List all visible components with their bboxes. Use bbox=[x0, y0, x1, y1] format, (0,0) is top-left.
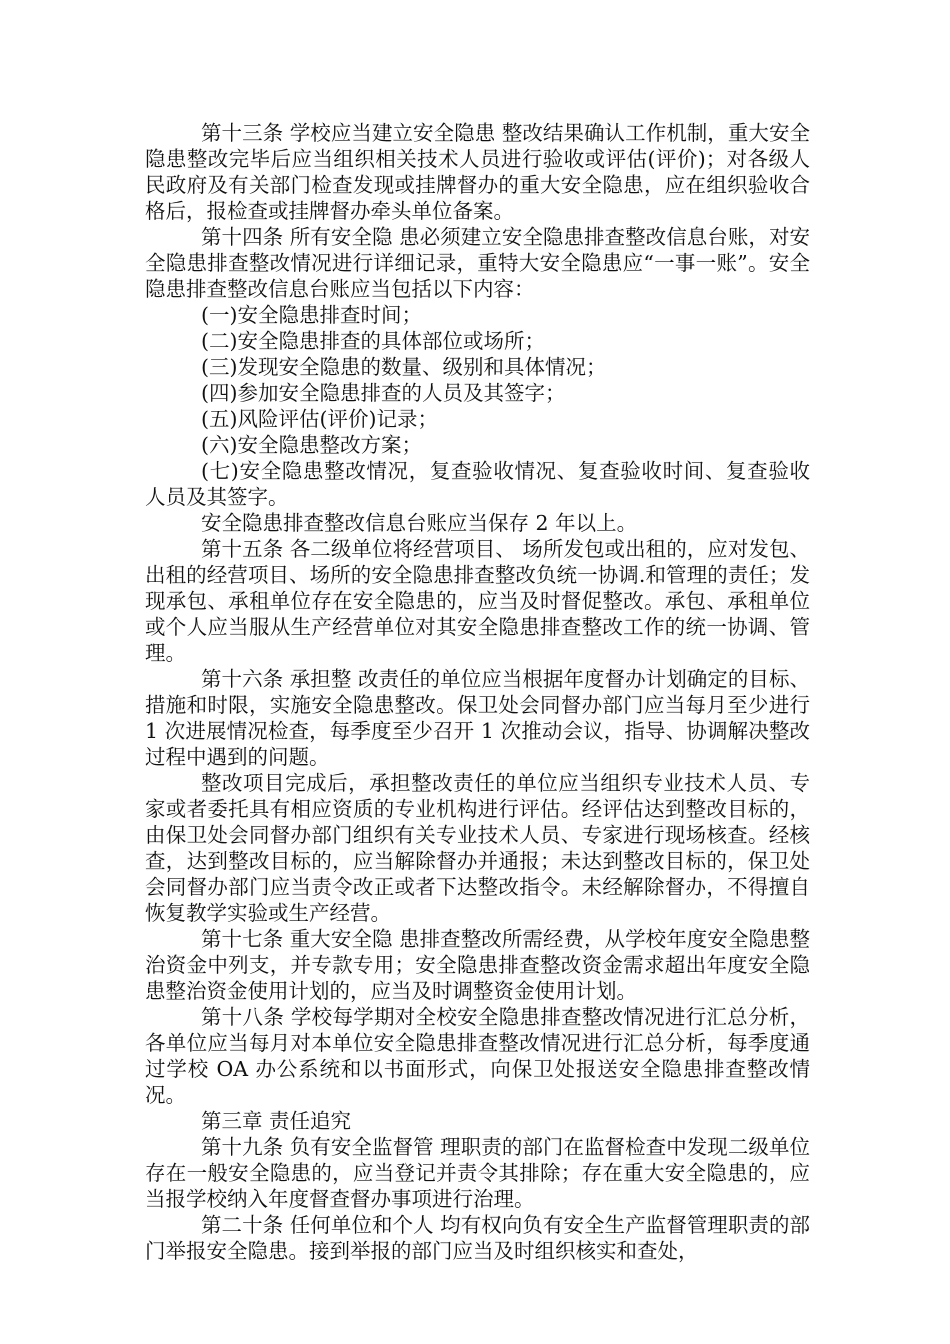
paragraph-retention: 安全隐患排查整改信息台账应当保存 2 年以上。 bbox=[201, 511, 638, 535]
list-item-2: (二)安全隐患排查的具体部位或场所； bbox=[201, 329, 545, 353]
paragraph-article-13: 第十三条 学校应当建立安全隐患 整改结果确认工作机制，重大安全隐患整改完毕后应当组织相关技术人员进行验收或评估(评价)；对各级人民政府及有关部门检查发现或挂牌督办的重大安全隐患，应在组织验收合格后，报检查或挂牌督办牵头单位备案。 bbox=[145, 121, 810, 223]
paragraph-article-19: 第十九条 负有安全监督管 理职责的部门在监督检查中发现二级单位存在一般安全隐患的，应当登记并责令其排除；存在重大安全隐患的，应当报学校纳入年度督查督办事项进行治理。 bbox=[145, 1135, 810, 1211]
list-item-4: (四)参加安全隐患排查的人员及其签字； bbox=[201, 381, 566, 405]
paragraph-article-16: 第十六条 承担整 改责任的单位应当根据年度督办计划确定的目标、措施和时限，实施安全隐患整改。保卫处会同督办部门应当每月至少进行 1 次进展情况检查，每季度至少召开 1 次推动会议，指导、协调解决整改过程中遇到的问题。 bbox=[145, 667, 817, 769]
paragraph-article-20: 第二十条 任何单位和个人 均有权向负有安全生产监督管理职责的部门举报安全隐患。接到举报的部门应当及时组织核实和查处， bbox=[145, 1213, 810, 1263]
paragraph-article-15: 第十五条 各二级单位将经营项目、 场所发包或出租的，应对发包、出租的经营项目、场所的安全隐患排查整改负统一协调.和管理的责任；发现承包、承租单位存在安全隐患的，应当及时督促整改。承包、承租单位或个人应当服从生产经营单位对其安全隐患排查整改工作的统一协调、管理。 bbox=[145, 537, 810, 665]
document-body bbox=[145, 120, 817, 1264]
paragraph-article-17: 第十七条 重大安全隐 患排查整改所需经费，从学校年度安全隐患整治资金中列支，并专款专用；安全隐患排查整改资金需求超出年度安全隐患整治资金使用计划的，应当及时调整资金使用计划。 bbox=[145, 927, 810, 1003]
paragraph-article-14: 第十四条 所有安全隐 患必须建立安全隐患排查整改信息台账，对安全隐患排查整改情况进行详细记录，重特大安全隐患应“一事一账”。安全隐患排查整改信息台账应当包括以下内容： bbox=[145, 225, 810, 301]
chapter-heading: 第三章 责任追究 bbox=[201, 1109, 352, 1133]
list-item-3: (三)发现安全隐患的数量、级别和具体情况； bbox=[201, 355, 607, 379]
list-item-1: (一)安全隐患排查时间； bbox=[201, 303, 422, 327]
paragraph-completion: 整改项目完成后，承担整改责任的单位应当组织专业技术人员、专家或者委托具有相应资质的专业机构进行评估。经评估达到整改目标的，由保卫处会同督办部门组织有关专业技术人员、专家进行现场核查。经核查，达到整改目标的，应当解除督办并通报；未达到整改目标的，保卫处会同督办部门应当责令改正或者下达整改指令。未经解除督办，不得擅自恢复教学实验或生产经营。 bbox=[145, 771, 810, 925]
list-item-7: (七)安全隐患整改情况，复查验收情况、复查验收时间、复查验收人员及其签字。 bbox=[145, 459, 810, 509]
list-item-6: (六)安全隐患整改方案； bbox=[201, 433, 422, 457]
paragraph-article-18: 第十八条 学校每学期对全校安全隐患排查整改情况进行汇总分析，各单位应当每月对本单位安全隐患排查整改情况进行汇总分析，每季度通过学校 OA 办公系统和以书面形式，向保卫处报送安全隐患排查整改情况。 bbox=[145, 1005, 810, 1107]
list-item-5: (五)风险评估(评价)记录； bbox=[201, 407, 438, 431]
